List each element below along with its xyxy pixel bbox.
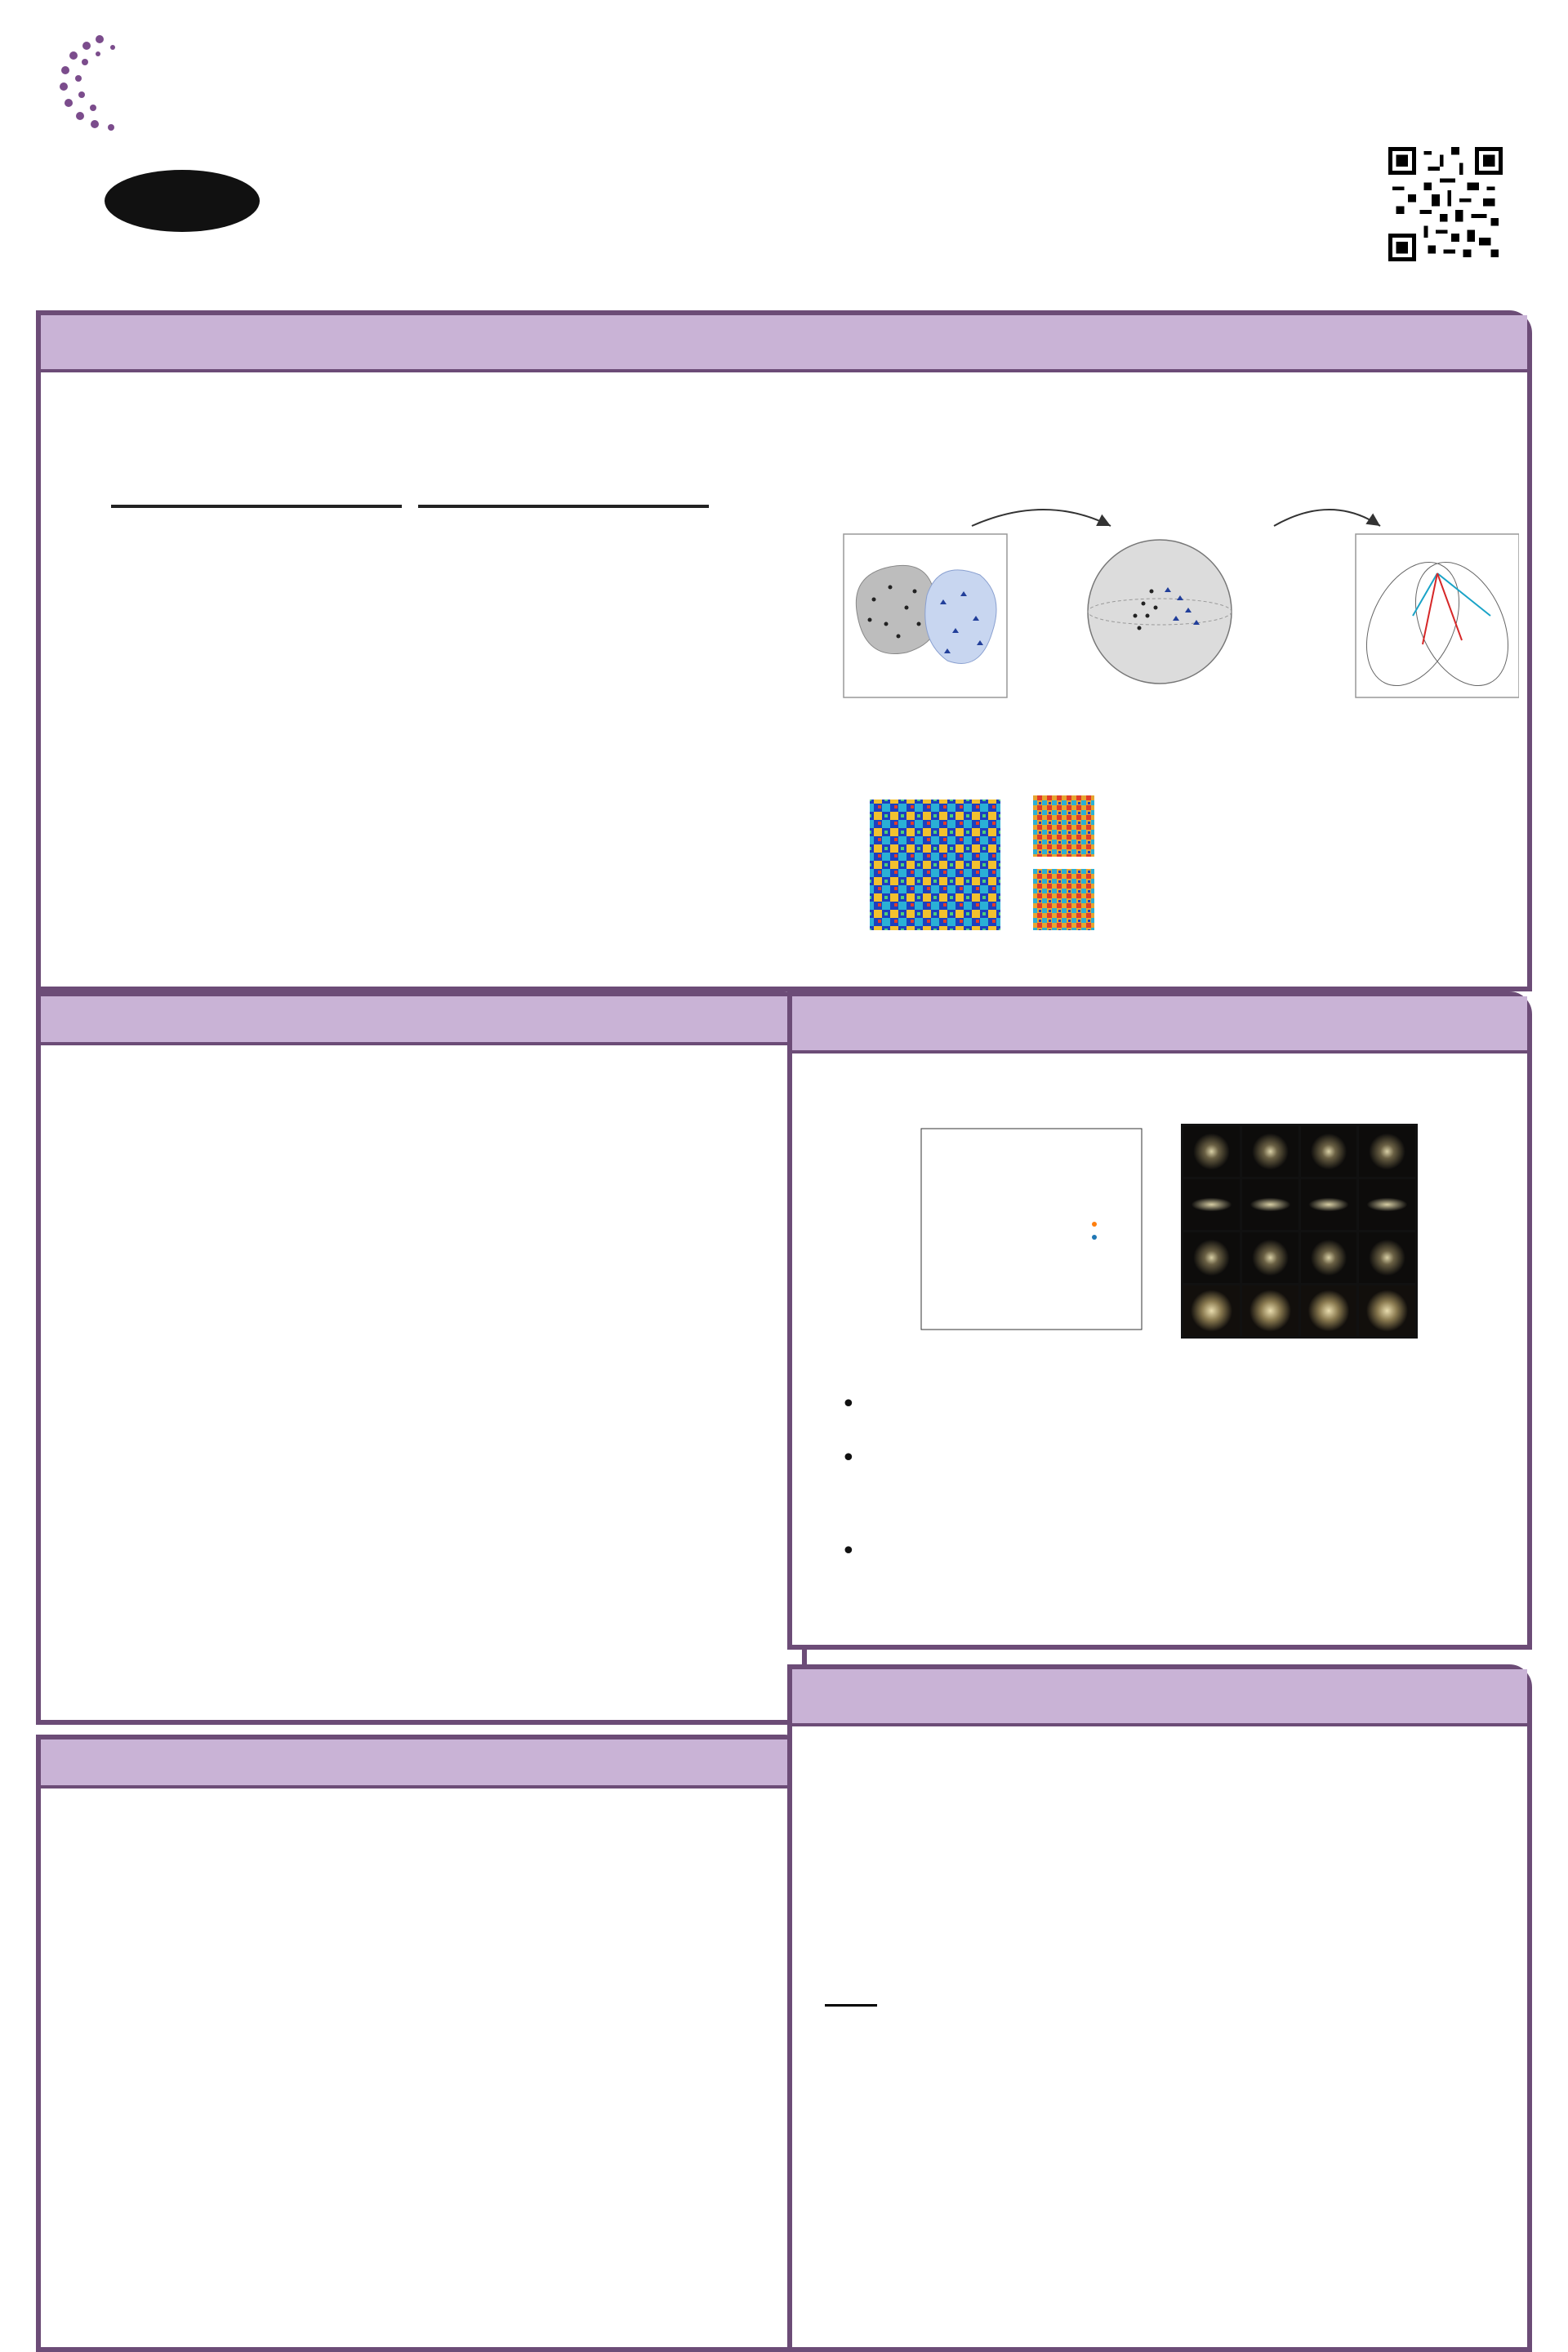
galaxy-image — [1301, 1126, 1357, 1177]
neurips-dots-icon — [60, 35, 115, 131]
results-heading — [792, 1669, 1527, 1726]
table-header-tests — [825, 2005, 851, 2007]
galaxy-image — [1301, 1179, 1357, 1230]
galaxy-image — [1242, 1232, 1298, 1283]
cifar-image-grid-q — [418, 505, 709, 508]
galaxy-image — [1359, 1126, 1415, 1177]
uk-logo — [1372, 23, 1519, 137]
galaxy-image — [1183, 1126, 1240, 1177]
kx-matrix — [1033, 795, 1094, 857]
results-power-charts — [808, 1740, 1511, 1944]
galaxy-image — [1359, 1179, 1415, 1230]
lxai-logo — [105, 170, 260, 232]
galaxy-image — [1242, 1179, 1298, 1230]
operator-space-box — [1356, 534, 1519, 697]
representation-sphere — [1088, 540, 1232, 684]
ky-matrix — [1033, 869, 1094, 930]
graphical-abstract-panel — [36, 310, 1532, 991]
galaxy-image — [1183, 1232, 1240, 1283]
cifar-image-grid-p — [111, 505, 402, 508]
two-sample-testing-heading — [792, 996, 1527, 1054]
rjs-divergence-heading — [41, 996, 802, 1045]
cifar-results-table-wrap — [825, 2004, 877, 2007]
galaxy-image — [1242, 1285, 1298, 1336]
table-header-power — [851, 2005, 877, 2007]
authors — [457, 139, 1192, 172]
qr-code-icon[interactable] — [1388, 147, 1503, 261]
graphical-abstract-heading — [41, 315, 1527, 372]
galaxy-image-grid — [1181, 1124, 1418, 1339]
abstract-text — [41, 372, 1527, 385]
galaxy-image — [1242, 1126, 1298, 1177]
neurips-logo — [54, 29, 323, 136]
galaxy-image — [1359, 1285, 1415, 1336]
mog-scatter-plot — [892, 1120, 1153, 1357]
galaxy-image — [1183, 1285, 1240, 1336]
galaxy-image — [1301, 1232, 1357, 1283]
power-series-heading — [41, 1740, 802, 1788]
rjs-divergence-panel — [36, 991, 807, 1725]
phi-arrow-icon — [972, 510, 1111, 526]
operator-arrow-icon — [1274, 510, 1380, 526]
results-panel — [787, 1664, 1532, 2352]
galaxy-image — [1183, 1179, 1240, 1230]
galaxy-image — [1301, 1285, 1357, 1336]
cifar-results-table — [825, 2004, 877, 2007]
galaxy-mnist-samples — [1181, 1124, 1418, 1339]
rjsd-pipeline-diagram — [841, 452, 1519, 983]
power-series-panel — [36, 1735, 807, 2352]
kz-matrix — [870, 800, 1000, 930]
two-sample-testing-panel — [787, 991, 1532, 1650]
galaxy-image — [1359, 1232, 1415, 1283]
